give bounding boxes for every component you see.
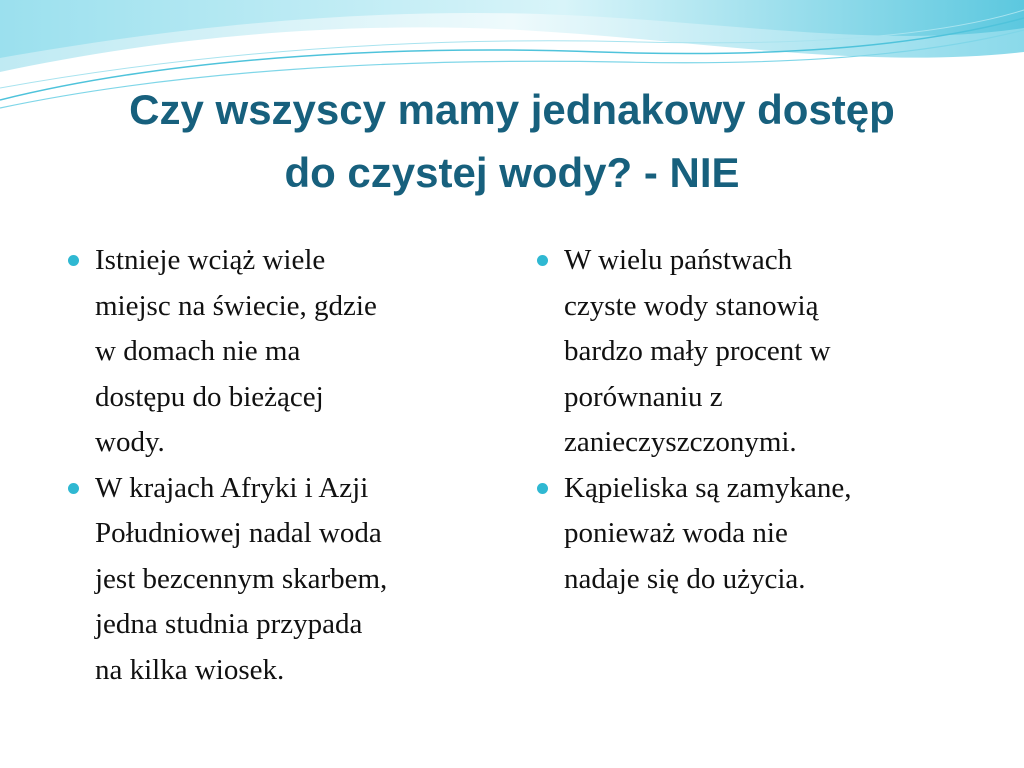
- bullet-text-line: dostępu do bieżącej: [95, 380, 324, 413]
- bullet-text-line: jedna studnia przypada: [95, 608, 363, 640]
- bullet-text-line: nadaje się do użycia.: [564, 562, 806, 595]
- bullet-text-line: ponieważ woda nie: [564, 517, 788, 549]
- bullet-text-line: w domach nie ma: [95, 335, 301, 367]
- left-bullet-list: [66, 238, 506, 693]
- bullet-dot-icon: [537, 255, 548, 266]
- bullet-text-line: jest bezcennym skarbem,: [95, 562, 388, 595]
- bullet-text-line: wody.: [95, 426, 165, 458]
- bullet-dot-icon: [68, 483, 79, 494]
- bullet-item: [535, 466, 975, 603]
- bullet-text-line: W wielu państwach: [564, 244, 793, 276]
- bullet-text-line: miejsc na świecie, gdzie: [95, 289, 377, 322]
- slide-title-line-2: do czystej wody? - NIE: [284, 149, 740, 196]
- bullet-text-line: W krajach Afryki i Azji: [95, 471, 369, 504]
- bullet-text-line: Istnieje wciąż wiele: [95, 244, 326, 276]
- bullet-item: [66, 238, 506, 466]
- slide-title-line-1: Czy wszyscy mamy jednakowy dostęp: [129, 86, 895, 133]
- bullet-text-line: bardzo mały procent w: [564, 335, 831, 367]
- bullet-text-line: na kilka wiosek.: [95, 653, 285, 686]
- slide-title: [40, 78, 984, 204]
- bullet-dot-icon: [68, 255, 79, 266]
- bullet-dot-icon: [537, 483, 548, 494]
- bullet-text-line: porównaniu z: [564, 380, 723, 413]
- bullet-item: [66, 466, 506, 694]
- bullet-text-line: zanieczyszczonymi.: [564, 426, 797, 458]
- right-bullet-list: [535, 238, 975, 602]
- bullet-text-line: Południowej nadal woda: [95, 517, 382, 549]
- bullet-item: [535, 238, 975, 466]
- bullet-text-line: Kąpieliska są zamykane,: [564, 471, 852, 504]
- bullet-text-line: czyste wody stanowią: [564, 289, 819, 322]
